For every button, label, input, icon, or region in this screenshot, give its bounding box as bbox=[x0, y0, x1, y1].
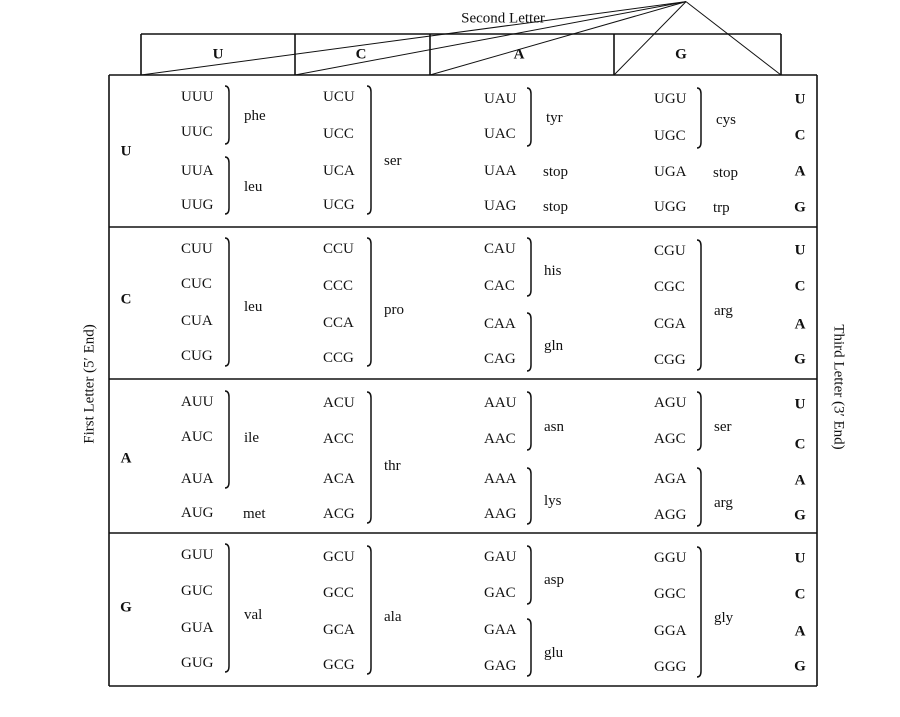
codon-cua: CUA bbox=[181, 313, 213, 329]
amino-acid-phe: phe bbox=[244, 108, 266, 124]
codon-aua: AUA bbox=[181, 471, 214, 487]
second-letter-header-u: U bbox=[212, 46, 224, 63]
amino-acid-trp: trp bbox=[713, 200, 730, 216]
first-letter-c: C bbox=[120, 291, 132, 308]
codon-group-bracket bbox=[697, 392, 701, 450]
codon-aag: AAG bbox=[484, 506, 517, 522]
codon-cac: CAC bbox=[484, 278, 515, 294]
codon-acg: ACG bbox=[323, 506, 355, 522]
amino-acid-pro: pro bbox=[384, 302, 404, 318]
third-letter-u-row-g: U bbox=[794, 550, 806, 567]
codon-group-bracket bbox=[697, 240, 701, 370]
codon-aug: AUG bbox=[181, 505, 214, 521]
amino-acid-lys: lys bbox=[544, 493, 562, 509]
amino-acid-tyr: tyr bbox=[546, 110, 563, 126]
third-letter-u-row-u: U bbox=[794, 91, 806, 108]
codon-uuu: UUU bbox=[181, 89, 214, 105]
amino-acid-thr: thr bbox=[384, 458, 401, 474]
codon-group-bracket bbox=[225, 157, 229, 214]
codon-agc: AGC bbox=[654, 431, 686, 447]
codon-group-bracket bbox=[697, 468, 701, 526]
grid-line bbox=[141, 2, 686, 75]
codon-ggc: GGC bbox=[654, 586, 686, 602]
codon-gcc: GCC bbox=[323, 585, 354, 601]
codon-gcg: GCG bbox=[323, 657, 355, 673]
third-letter-u-row-a: U bbox=[794, 396, 806, 413]
codon-auu: AUU bbox=[181, 394, 214, 410]
codon-gac: GAC bbox=[484, 585, 516, 601]
third-letter-c-row-a: C bbox=[794, 436, 806, 453]
codon-uca: UCA bbox=[323, 163, 355, 179]
codon-aac: AAC bbox=[484, 431, 516, 447]
third-letter-title: Third Letter (3′ End) bbox=[830, 324, 847, 450]
amino-acid-gln: gln bbox=[544, 338, 564, 354]
third-letter-g-row-c: G bbox=[794, 351, 806, 368]
third-letter-a-row-a: A bbox=[794, 472, 806, 489]
amino-acid-asn: asn bbox=[544, 419, 564, 435]
second-letter-header-g: G bbox=[675, 46, 687, 63]
codon-ggg: GGG bbox=[654, 659, 687, 675]
codon-cgc: CGC bbox=[654, 279, 685, 295]
codon-uuc: UUC bbox=[181, 124, 213, 140]
codon-aca: ACA bbox=[323, 471, 355, 487]
amino-acid-asp: asp bbox=[544, 572, 564, 588]
codon-uau: UAU bbox=[484, 91, 517, 107]
codon-aaa: AAA bbox=[484, 471, 517, 487]
third-letter-c-row-c: C bbox=[794, 278, 806, 295]
codon-uga: UGA bbox=[654, 164, 687, 180]
codon-uug: UUG bbox=[181, 197, 214, 213]
second-letter-header-a: A bbox=[513, 46, 525, 63]
amino-acid-met: met bbox=[243, 506, 266, 522]
codon-group-bracket bbox=[527, 238, 531, 296]
codon-group-bracket bbox=[225, 391, 229, 488]
codon-ucg: UCG bbox=[323, 197, 355, 213]
grid-line bbox=[686, 2, 781, 75]
codon-acu: ACU bbox=[323, 395, 355, 411]
codon-cgg: CGG bbox=[654, 352, 686, 368]
codon-gug: GUG bbox=[181, 655, 214, 671]
codon-ccc: CCC bbox=[323, 278, 354, 294]
codon-uag: UAG bbox=[484, 198, 517, 214]
first-letter-title: First Letter (5′ End) bbox=[81, 324, 98, 444]
first-letter-g: G bbox=[120, 599, 132, 616]
amino-acid-val: val bbox=[244, 607, 263, 623]
amino-acid-ala: ala bbox=[384, 609, 402, 625]
codon-gua: GUA bbox=[181, 620, 214, 636]
codon-group-bracket bbox=[697, 88, 701, 148]
codon-cuc: CUC bbox=[181, 276, 212, 292]
codon-ugu: UGU bbox=[654, 91, 687, 107]
codon-gca: GCA bbox=[323, 622, 355, 638]
amino-acid-his: his bbox=[544, 263, 562, 279]
codon-group-bracket bbox=[367, 86, 371, 214]
codon-group-bracket bbox=[225, 544, 229, 672]
codon-ggu: GGU bbox=[654, 550, 687, 566]
codon-uac: UAC bbox=[484, 126, 516, 142]
stop-uga: stop bbox=[713, 165, 739, 181]
codon-gag: GAG bbox=[484, 658, 517, 674]
codon-group-bracket bbox=[367, 238, 371, 366]
codon-ucc: UCC bbox=[323, 126, 354, 142]
second-letter-title: Second Letter bbox=[461, 10, 545, 27]
codon-group-bracket bbox=[527, 313, 531, 371]
codon-group-bracket bbox=[697, 547, 701, 677]
codon-group-bracket bbox=[527, 619, 531, 676]
codon-cug: CUG bbox=[181, 348, 213, 364]
third-letter-a-row-u: A bbox=[794, 163, 806, 180]
amino-acid-leu: leu bbox=[244, 179, 263, 195]
codon-gau: GAU bbox=[484, 549, 517, 565]
codon-cca: CCA bbox=[323, 315, 354, 331]
amino-acid-arg-a: arg bbox=[714, 495, 733, 511]
first-letter-u: U bbox=[120, 143, 132, 160]
codon-ugc: UGC bbox=[654, 128, 686, 144]
codon-uaa: UAA bbox=[484, 163, 517, 179]
codon-group-bracket bbox=[367, 392, 371, 523]
codon-ugg: UGG bbox=[654, 199, 687, 215]
codon-gcu: GCU bbox=[323, 549, 355, 565]
codon-group-bracket bbox=[527, 546, 531, 604]
amino-acid-arg-c: arg bbox=[714, 303, 733, 319]
codon-group-bracket bbox=[527, 88, 531, 146]
amino-acid-cys: cys bbox=[716, 112, 736, 128]
codon-group-bracket bbox=[527, 392, 531, 450]
codon-cag: CAG bbox=[484, 351, 516, 367]
codon-aga: AGA bbox=[654, 471, 687, 487]
amino-acid-ser-a: ser bbox=[714, 419, 732, 435]
third-letter-g-row-a: G bbox=[794, 507, 806, 524]
codon-ccg: CCG bbox=[323, 350, 354, 366]
third-letter-a-row-g: A bbox=[794, 623, 806, 640]
third-letter-u-row-c: U bbox=[794, 242, 806, 259]
codon-caa: CAA bbox=[484, 316, 516, 332]
first-letter-a: A bbox=[120, 450, 132, 467]
codon-group-bracket bbox=[367, 546, 371, 674]
codon-aau: AAU bbox=[484, 395, 517, 411]
codon-agg: AGG bbox=[654, 507, 687, 523]
codon-group-bracket bbox=[225, 238, 229, 366]
codon-ccu: CCU bbox=[323, 241, 354, 257]
codon-cga: CGA bbox=[654, 316, 686, 332]
amino-acid-ser: ser bbox=[384, 153, 402, 169]
codon-group-bracket bbox=[225, 86, 229, 144]
codon-uua: UUA bbox=[181, 163, 214, 179]
codon-cau: CAU bbox=[484, 241, 516, 257]
codon-ucu: UCU bbox=[323, 89, 355, 105]
codon-cgu: CGU bbox=[654, 243, 686, 259]
codon-acc: ACC bbox=[323, 431, 354, 447]
amino-acid-ile: ile bbox=[244, 430, 259, 446]
second-letter-header-c: C bbox=[355, 46, 367, 63]
codon-cuu: CUU bbox=[181, 241, 213, 257]
codon-guu: GUU bbox=[181, 547, 214, 563]
codon-agu: AGU bbox=[654, 395, 687, 411]
codon-guc: GUC bbox=[181, 583, 213, 599]
stop-uag: stop bbox=[543, 199, 569, 215]
amino-acid-glu: glu bbox=[544, 645, 564, 661]
codon-gaa: GAA bbox=[484, 622, 517, 638]
third-letter-a-row-c: A bbox=[794, 316, 806, 333]
third-letter-c-row-g: C bbox=[794, 586, 806, 603]
amino-acid-gly: gly bbox=[714, 610, 734, 626]
codon-group-bracket bbox=[527, 468, 531, 524]
codon-auc: AUC bbox=[181, 429, 213, 445]
amino-acid-leu-c: leu bbox=[244, 299, 263, 315]
third-letter-g-row-g: G bbox=[794, 658, 806, 675]
third-letter-g-row-u: G bbox=[794, 199, 806, 216]
codon-gga: GGA bbox=[654, 623, 687, 639]
third-letter-c-row-u: C bbox=[794, 127, 806, 144]
stop-uaa: stop bbox=[543, 164, 569, 180]
